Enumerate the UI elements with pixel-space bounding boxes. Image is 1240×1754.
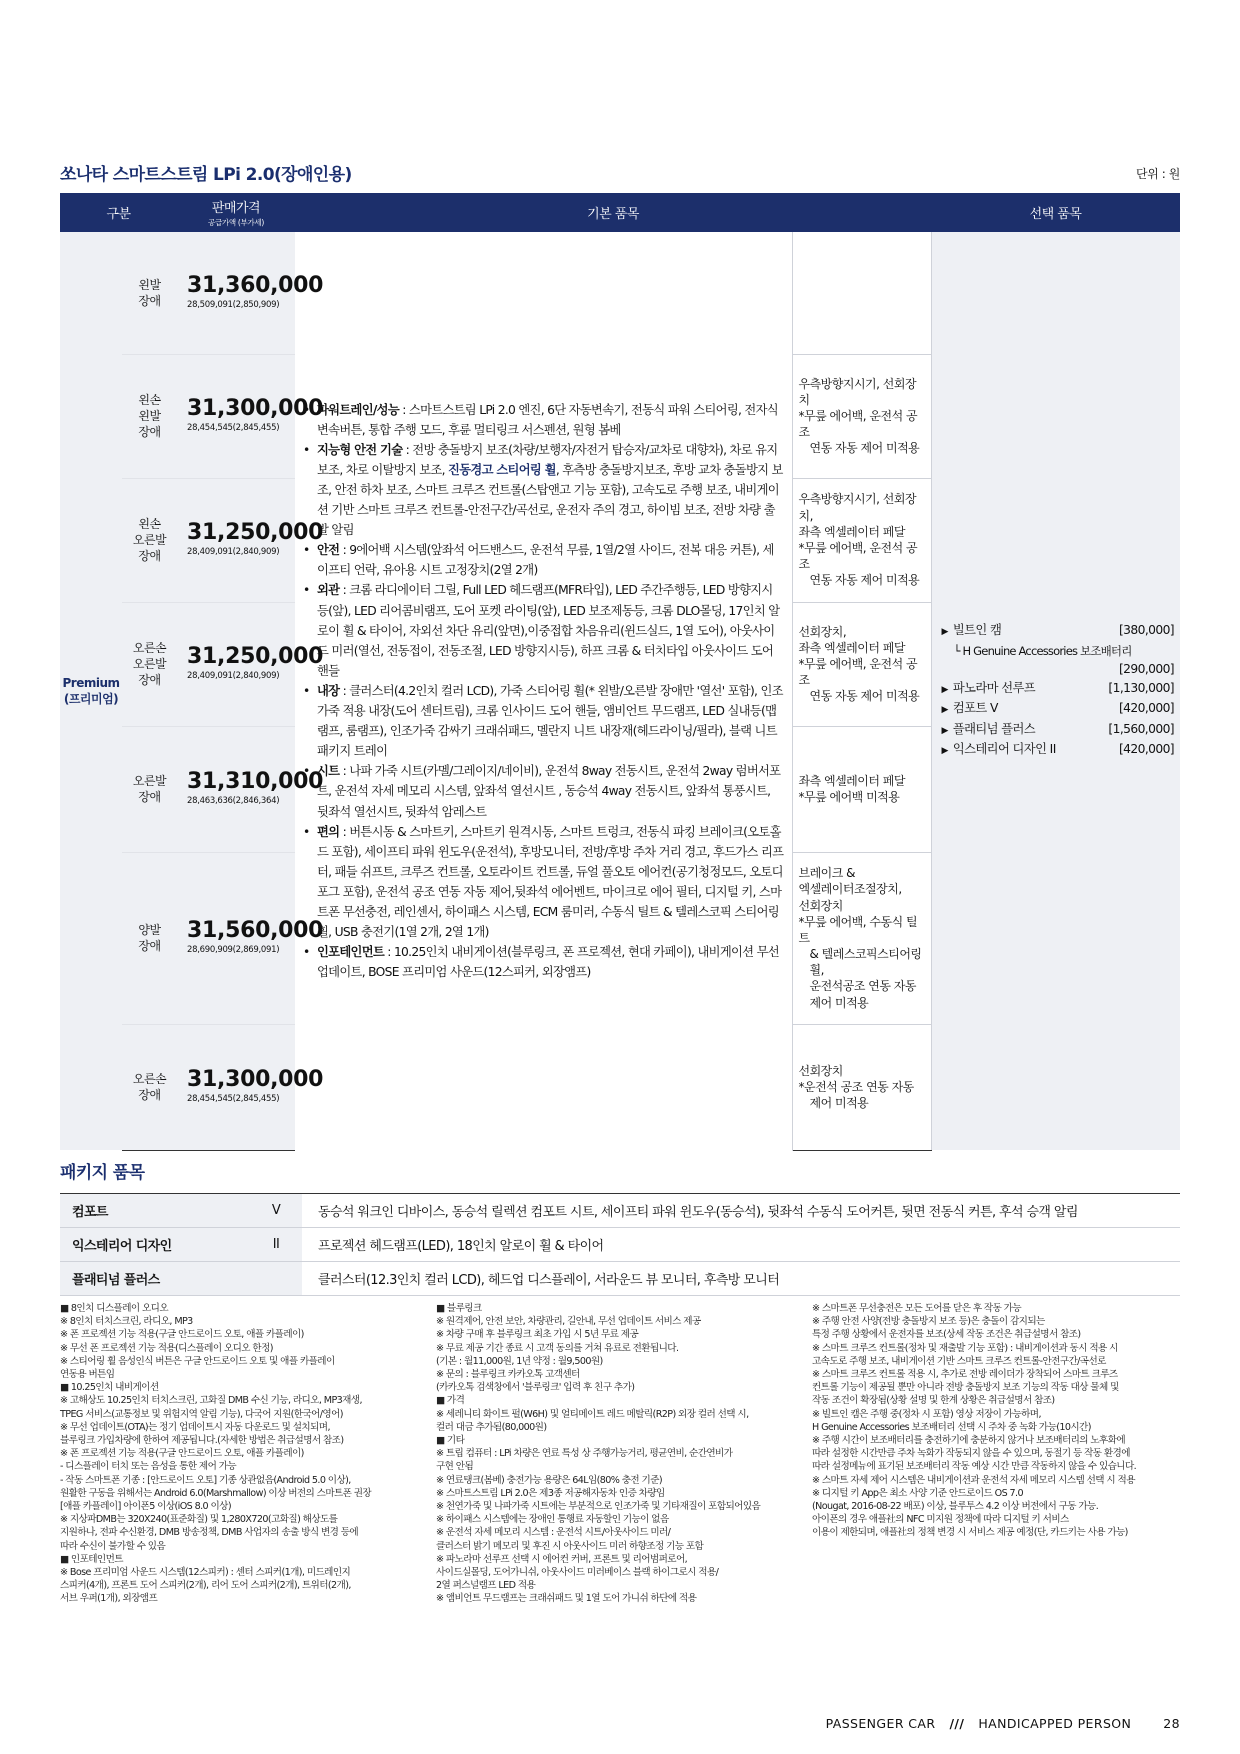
basic-item-label: 안전 [317,543,340,558]
selectable-subitem-price: [290,000] [1118,662,1174,677]
basic-item-text: : 9에어백 시스템(앞좌석 어드밴스드, 운전석 무릎, 1열/2열 사이드, 전복 대응 커튼), 세이프티 언락, 유아용 시트 고정장치(2열 2개) [317,543,774,578]
subtype-line: 장애 [138,425,161,440]
note-line: ※ 무선 폰 프로젝션 기능 적용(디스플레이 오디오 한정) [60,1342,273,1354]
basic-item-label: 외관 [317,583,340,598]
selectable-cell [931,232,1180,1150]
package-desc: 프로젝션 헤드램프(LED), 18인치 알로이 휠 & 타이어 [302,1228,1180,1262]
note-line: 고속도로 주행 보조, 내비게이션 기반 스마트 크루즈 컨트롤-안전구간/곡선로 [812,1355,1106,1367]
supply-value: 28,409,091(2,840,909) [187,547,280,558]
option-note-line: 선회장치 [798,1063,843,1078]
page-title: 쏘나타 스마트스트림 LPi 2.0(장애인용) [60,165,352,185]
note-line: 따라 수신이 불가할 수 있음 [60,1540,166,1552]
selectable-price: [380,000] [1118,623,1174,638]
table-row [60,232,1180,354]
basic-item-label: 파워트레인/성능 [317,402,400,417]
subtype-cell [122,602,177,726]
header-basic: 기본 품목 [295,193,931,232]
note-line: 사이드실몰딩, 도어가니쉬, 아웃사이드 미러베이스 블랙 하이그로시 적용/ [436,1567,719,1579]
note-line: ■ 블루링크 [436,1303,482,1314]
header-price-sub: 공급가액 (부가세) [208,218,264,227]
option-note-line: 연동 자동 제어 미적용 [809,573,920,588]
subtype-line: 왼발 [138,408,161,423]
option-note-cell [792,232,931,354]
triangle-right-icon: ▶ [941,725,948,736]
price-value: 31,560,000 [187,918,324,944]
triangle-right-icon: ▶ [941,627,948,638]
basic-item [303,440,784,540]
selectable-item [942,679,1181,700]
subtype-line: 장애 [138,549,161,564]
selectable-item [942,621,1181,642]
package-name: 플래티넘 플러스 [60,1262,250,1296]
subtype-line: 오른발 [132,532,167,547]
option-note-line: 제어 미적용 [809,995,869,1010]
note-line: 서브 우퍼(1개), 외장앰프 [60,1593,158,1605]
selectable-name: 빌트인 캠 [952,623,1002,638]
option-note-line: *운전석 공조 연동 자동 [798,1079,914,1094]
table-header-row [60,193,1180,232]
option-note-line: *무릎 에어백, 수동식 틸트 [798,914,918,945]
note-line: 따라 설정한 시간만큼 주차 녹화가 작동되지 않을 수 있으며, 동절기 등 작동 환경에 [812,1448,1130,1460]
basic-item [303,761,784,821]
basic-item-label: 편의 [317,824,340,839]
page-footer [826,1716,1180,1731]
selectable-subitem-name: └ H Genuine Accessories 보조배터리 [953,643,1132,658]
subtype-line: 왼손 [138,392,161,407]
note-line: 특정 주행 상황에서 운전자를 보조(상세 작동 조건은 취급설명서 참조) [812,1329,1081,1341]
price-cell [177,852,324,1024]
unit-label: 단위 : 원 [1135,167,1180,181]
option-note-cell [792,852,931,1024]
price-cell [177,1024,324,1150]
option-note-line: 제어 미적용 [809,1096,869,1111]
subtype-cell [122,354,177,478]
note-line: ※ 무료 제공 기간 종료 시 고객 동의를 거쳐 유료로 전환됩니다. [436,1342,679,1354]
selectable-subitem [942,642,1181,661]
subtype-line: 오른손 [132,1071,167,1086]
selectable-price: [420,000] [1118,701,1174,716]
note-line: 구현 안됨 [436,1461,474,1473]
package-version: II [250,1228,302,1262]
basic-item-label: 시트 [317,764,340,779]
note-line: ※ 폰 프로젝션 기능 적용(구글 안드로이드 오토, 애플 카플레이) [60,1329,304,1341]
note-line: ※ 폰 프로젝션 기능 적용(구글 안드로이드 오토, 애플 카플레이) [60,1448,304,1460]
basic-item [303,580,784,680]
option-note-line: 브레이크 & [798,866,856,881]
note-line: ※ 빌트인 캠은 주행 중(정차 시 포함) 영상 저장이 가능하며, [812,1408,1041,1420]
triangle-right-icon: ▶ [941,705,948,716]
option-note-line: *무릎 에어백, 운전석 공조 [798,656,918,688]
subtype-line: 장애 [138,939,161,953]
subtype-line: 오른손 [132,640,167,655]
subtype-line: 장애 [138,293,161,308]
note-line: ■ 8인치 디스플레이 오디오 [60,1303,168,1314]
package-name: 컴포트 [60,1194,250,1228]
note-line: 블루링크 가입차량에 한하여 제공됩니다.(자세한 방법은 취급설명서 참조) [60,1435,344,1447]
note-line: - 디스플레이 터치 또는 음성을 통한 제어 가능 [60,1461,237,1473]
basic-item-label: 내장 [317,683,340,698]
option-note-line: & 텔레스코픽스티어링 휠, [809,947,922,978]
note-line: ※ 스마트폰 무선충전은 모든 도어를 닫은 후 작동 가능 [812,1303,1022,1314]
note-line: ■ 기타 [436,1435,465,1447]
subtype-line: 장애 [138,673,161,688]
basic-item-text: : 버튼시동 & 스마트키, 스마트키 원격시동, 스마트 트렁크, 전동식 파킹 브레이크(오토홀드 포함), 세이프티 파워 윈도우(운전석), 후방모니터, 전방/후방 주차 거리 경고, 후드가스 리프터, 패들 쉬프트, 크루즈 컨트롤, 오토라이트 컨트롤, 듀얼 풀오토 에어컨(공기청정모드, 오토디포그 포함), 운전석 공조 연동 자동 제어,뒷좌석 에어벤트, 마이크로 에어 필터, 디지털 키, 스마트폰 무선충전, 레인센서, 하이패스 시스템, ECM 룸미러, 수동식 틸트 & 텔레스코픽 스티어링 휠, USB 충전기(1열 2개, 2열 1개) [317,824,784,940]
basic-item-highlight: 진동경고 스티어링 휠 [448,462,556,477]
option-note-line: *무릎 에어백 미적용 [798,790,900,804]
note-line: ※ 주행 시간이 보조배터리를 충전하기에 충분하지 않거나 보조배터리의 노후화에 [812,1435,1126,1447]
grade-cell [60,232,122,1150]
package-name: 익스테리어 디자인 [60,1228,250,1262]
option-note-line: 좌측 엑셀레이터 페달 [798,640,905,655]
note-line: 작동 조건이 확장됨(상황 설명 및 한계 상황은 취급설명서 참조) [812,1395,1055,1407]
subtype-line: 장애 [138,790,161,804]
note-line: ※ 차량 구매 후 블루링크 최초 가입 시 5년 무료 제공 [436,1329,639,1341]
package-row [60,1194,1180,1228]
footer-right: HANDICAPPED PERSON [978,1716,1132,1731]
subtype-cell [122,232,177,354]
option-note-line: 우측방향지시기, 선회장치, [798,492,917,523]
price-cell [177,478,324,602]
basic-item [303,540,784,580]
note-line: ※ 무선 업데이트(OTA)는 정기 업데이트시 자동 다운로드 및 설치되며, [60,1421,330,1433]
note-line: ※ 스마트스트림 LPi 2.0은 제3종 저공해자동차 인증 차량임 [436,1487,665,1499]
note-line: 2열 퍼스널램프 LED 적용 [436,1580,536,1592]
triangle-right-icon: ▶ [941,684,948,695]
basic-item-text: : 10.25인치 내비게이션(블루링크, 폰 프로젝션, 현대 카페이), 내비게이션 무선 업데이트, BOSE 프리미엄 사운드(12스피커, 외장앰프) [317,945,779,980]
subtype-cell [122,1024,177,1150]
note-line: ※ 스마트 자세 제어 시스템은 내비게이션과 운전석 자세 메모리 시스템 선택 시 적용 [812,1474,1135,1486]
notes-column-3 [812,1302,1192,1540]
note-line: ※ 지상파DMB는 320X240(표준화질) 및 1,280X720(고화질) 해상도를 [60,1514,338,1526]
selectable-price: [1,130,000] [1108,680,1174,695]
note-line: ※ 파노라마 선루프 선택 시 에어컨 커버, 프론트 및 리어범퍼로어, [436,1553,688,1565]
note-line: ※ 천연가죽 및 나파가죽 시트에는 부분적으로 인조가죽 및 기타재질이 포함되어있음 [436,1501,761,1513]
price-value: 31,300,000 [187,1067,324,1093]
note-line: ※ 문의 : 블루링크 카카오톡 고객센터 [436,1369,580,1381]
selectable-item [942,699,1181,720]
subtype-cell [122,478,177,602]
note-line: ■ 인포테인먼트 [60,1553,123,1565]
note-line: 스피커(4개), 프론트 도어 스피커(2개), 리어 도어 스피커(2개), 트위터(2개), [60,1580,351,1592]
note-line: (기본 : 월11,000원, 1년 약정 : 월9,500원) [436,1355,603,1367]
grade-name-kr: (프리미엄) [63,692,119,706]
option-note-line: 좌측 엑셀레이터 페달 [798,524,905,539]
price-cell [177,232,324,354]
note-line: 따라 설정메뉴에 표기된 보조배터리 작동 예상 시간 만큼 작동하지 않을 수 있습니다. [812,1461,1137,1473]
note-line: ※ 원격제어, 안전 보안, 차량관리, 길안내, 무선 업데이트 서비스 제공 [436,1316,701,1328]
note-line: 연동용 버튼임 [60,1369,115,1381]
basic-item-text: : 나파 가죽 시트(카멜/그레이지/네이비), 운전석 8way 전동시트, 운전석 2way 럼버서포트, 운전석 자세 메모리 시스템, 앞좌석 열선시트 , 동승석 4way 전동시트, 앞좌석 통풍시트, 뒷좌석 열선시트, 뒷좌석 암레스트 [317,764,781,819]
note-line: [애플 카플레이] 아이폰5 이상(iOS 8.0 이상) [60,1501,231,1513]
subtype-line: 장애 [138,1088,161,1102]
triangle-right-icon: ▶ [941,746,948,757]
basic-items-cell [295,232,792,1150]
selectable-name: 플래티넘 플러스 [952,721,1036,736]
package-desc: 클러스터(12.3인치 컬러 LCD), 헤드업 디스플레이, 서라운드 뷰 모니터, 후측방 모니터 [302,1262,1180,1296]
note-line: TPEG 서비스(교통정보 및 위험지역 알림 기능), 다국어 지원(한국어/영어) [60,1408,343,1420]
option-note-line: *무릎 에어백, 운전석 공조 [798,408,918,440]
note-line: ※ 8인치 터치스크린, 라디오, MP3 [60,1316,193,1328]
note-line: ※ 디지털 키 App은 최소 사양 기준 안드로이드 OS 7.0 [812,1487,1024,1499]
package-version [250,1262,302,1296]
selectable-item [942,720,1181,741]
selectable-price: [1,560,000] [1108,721,1174,736]
basic-item-text: : 크롬 라디에이터 그릴, Full LED 헤드램프(MFR타입), LED 주간주행등, LED 방향지시등(앞), LED 리어콤비램프, 도어 포켓 라이팅(앞), LED 보조제동등, 크롬 DLO몰딩, 17인치 알로이 휠 & 타이어, 자외선 차단 유리(앞면),이중접합 차음유리(윈드실드, 1열 도어), 아웃사이드 미러(열선, 전동접이, 전동조절, LED 방향지시등), 하프 크롬 & 터치타입 아웃사이드 도어 핸들 [317,583,780,678]
selectable-name: 익스테리어 디자인 II [952,742,1056,757]
note-line: 지원하나, 전파 수신환경, DMB 방송정책, DMB 사업자의 송출 방식 변경 등에 [60,1527,359,1539]
option-note-line: *무릎 에어백, 운전석 공조 [798,541,918,572]
notes-column-1 [60,1302,440,1606]
option-note-cell [792,354,931,478]
note-line: 클러스터 밝기 메모리 및 후진 시 아웃사이드 미러 하향조정 기능 포함 [436,1540,704,1552]
option-note-cell [792,602,931,726]
price-table [60,193,1180,1151]
basic-item [303,681,784,761]
supply-value: 28,690,909(2,869,091) [187,945,280,956]
package-table [60,1193,1180,1296]
header-price [177,193,295,232]
note-line: - 작동 스마트폰 기종 : [안드로이드 오토] 기종 상관없음(Android 5.0 이상), [60,1474,351,1486]
note-line: 이용이 제한되며, 애플社의 정책 변경 시 서비스 제공 예정(단, 카드키는 사용 가능) [812,1527,1128,1539]
basic-items-list [303,400,784,983]
option-note-line: 선회장치 [798,898,843,913]
option-note-cell [792,726,931,852]
option-note-cell [792,1024,931,1150]
option-note-line: 운전석공조 연동 자동 [809,979,916,994]
subtype-line: 오른발 [132,656,167,671]
grade-name: Premium [62,675,120,690]
package-section-title: 패키지 품목 [60,1163,145,1183]
basic-item-text: : 스마트스트림 LPi 2.0 엔진, 6단 자동변속기, 전동식 파워 스티어링, 전자식 변속버튼, 통합 주행 모드, 후륜 멀티링크 서스펜션, 원형 봄베 [317,402,778,437]
header-option: 선택 품목 [931,193,1180,232]
note-line: ■ 10.25인치 내비게이션 [60,1382,159,1394]
selectable-name: 컴포트 V [952,701,998,716]
note-line: ※ 스마트 크루즈 컨트롤 적용 시, 추가로 전방 레이더가 장착되어 스마트 크루즈 [812,1369,1118,1381]
price-value: 31,310,000 [187,769,324,795]
basic-item [303,822,784,943]
header-division: 구분 [60,193,177,232]
note-line: ※ 세레니티 화이트 펄(W6H) 및 얼티메이트 레드 메탈릭(R2P) 외장 컬러 선택 시, [436,1408,749,1420]
package-desc: 동승석 워크인 디바이스, 동승석 릴렉션 컴포트 시트, 세이프티 파워 윈도우(동승석), 뒷좌석 수동식 도어커튼, 뒷면 전동식 커튼, 후석 승객 알림 [302,1194,1180,1228]
subtype-line: 양발 [138,922,161,937]
supply-value: 28,454,545(2,845,455) [187,1094,280,1105]
price-value: 31,360,000 [187,272,324,298]
footer-left: PASSENGER CAR [825,1716,936,1731]
note-line: ※ 스마트 크루즈 컨트롤(정차 및 재출발 기능 포함) : 내비게이션과 동시 적용 시 [812,1342,1118,1354]
subtype-cell [122,726,177,852]
selectable-item [942,740,1181,761]
page-number: 28 [1163,1716,1180,1731]
package-row [60,1262,1180,1296]
basic-item-text: : 전방 충돌방지 보조(차량/보행자/자전거 탑승자/교차로 대향차), 차로 유지 보조, 차로 이탈방지 보조, [317,442,778,477]
supply-value: 28,509,091(2,850,909) [187,300,280,311]
note-line: (카카오톡 검색창에서 '블루링크' 입력 후 친구 추가) [436,1382,635,1394]
subtype-line: 왼발 [138,277,161,292]
option-note-line: 연동 자동 제어 미적용 [809,689,920,704]
basic-item [303,400,784,440]
basic-item [303,942,784,982]
package-row [60,1228,1180,1262]
note-line: ※ Bose 프리미엄 사운드 시스템(12스피커) : 센터 스피커(1개), 미드레인지 [60,1567,351,1579]
basic-item-label: 인포테인먼트 [317,945,385,960]
basic-item-label: 지능형 안전 기술 [317,442,403,457]
subtype-line: 왼손 [138,516,161,531]
subtype-cell [122,852,177,1024]
note-line: 컨트롤 기능이 제공될 뿐만 아니라 전방 충돌방지 보조 기능의 작동 대상 물체 및 [812,1382,1119,1394]
note-line: ※ 연료탱크(봄베) 충전가능 용량은 64L임(80% 충전 기준) [436,1474,662,1486]
supply-value: 28,409,091(2,840,909) [187,671,280,682]
basic-item-text: : 클러스터(4.2인치 컬러 LCD), 가죽 스티어링 휠(* 왼발/오른발 장애만 '열선' 포함), 인조가죽 적용 내장(도어 센터트림), 크롬 인사이드 도어 핸들, 앰비언트 무드램프, LED 실내등(맵램프, 룸램프), 인조가죽 감싸기 크래쉬패드, 멜란지 니트 내장재(헤드라이닝/필라), 블랙 니트 패키지 트레이 [317,683,783,759]
option-note-line: 좌측 엑셀레이터 페달 [798,773,905,788]
supply-value: 28,463,636(2,846,364) [187,796,280,807]
price-cell [177,726,324,852]
note-line: ※ 주행 안전 사양(전방 충돌방지 보조 등)은 충돌이 감지되는 [812,1316,1045,1328]
price-value: 31,250,000 [187,520,324,546]
selectable-name: 파노라마 선루프 [952,680,1036,695]
footer-separator: /// [949,1716,965,1731]
note-line: ※ 하이패스 시스템에는 장애인 통행료 자동할인 기능이 없음 [436,1514,669,1526]
price-value: 31,250,000 [187,644,324,670]
notes-column-2 [436,1302,814,1606]
option-note-cell [792,478,931,602]
note-line: ■ 가격 [436,1395,465,1407]
note-line: 원활한 구동을 위해서는 Android 6.0(Marshmallow) 이상 버전의 스마트폰 권장 [60,1487,372,1499]
note-line: ※ 앰비언트 무드램프는 크래쉬패드 및 1열 도어 가니쉬 하단에 적용 [436,1593,697,1605]
supply-value: 28,454,545(2,845,455) [187,423,280,434]
price-cell [177,602,324,726]
selectable-price: [420,000] [1118,742,1174,757]
basic-item-text: , 후측방 충돌방지보조, 후방 교차 충돌방지 보조, 안전 하차 보조, 스마트 크루즈 컨트롤(스탑앤고 기능 포함), 고속도로 주행 보조, 내비게이션 기반 스마트 크루즈 컨트롤-안전구간/곡선로, 운전자 주의 경고, 하이빔 보조, 전방 차량 출발 알림 [317,462,783,538]
selectable-subitem-price-row [942,660,1181,679]
note-line: ※ 고해상도 10.25인치 터치스크린, 고화질 DMB 수신 기능, 라디오, MP3재생, [60,1395,362,1407]
note-line: ※ 트립 컴퓨터 : LPi 차량은 연료 특성 상 주행가능거리, 평균연비, 순간연비가 [436,1448,733,1460]
option-note-line: 엑셀레이터조절장치, [798,882,902,897]
price-cell [177,354,324,478]
note-line: (Nougat, 2016-08-22 배포) 이상, 블루투스 4.2 이상 버전에서 구동 가능. [812,1501,1099,1513]
option-note-line: 연동 자동 제어 미적용 [809,441,920,456]
package-version: V [250,1194,302,1228]
header-price-label: 판매가격 [211,201,261,216]
price-value: 31,300,000 [187,396,324,422]
note-line: ※ 스티어링 휠 음성인식 버튼은 구글 안드로이드 오토 및 애플 카플레이 [60,1355,335,1367]
option-note-line: 우측방향지시기, 선회장치 [798,376,917,407]
note-line: 컬러 대금 추가됨(80,000원) [436,1421,547,1433]
note-line: H Genuine Accessories 보조배터리 선택 시 주차 중 녹화 가능(10시간) [812,1421,1091,1433]
subtype-line: 오른발 [132,773,167,788]
note-line: 아이폰의 경우 애플社의 NFC 미지원 정책에 따라 디지털 키 서비스 [812,1514,1069,1526]
option-note-line: 선회장치, [798,624,847,639]
note-line: ※ 운전석 자세 메모리 시스템 : 운전석 시트/아웃사이드 미러/ [436,1527,671,1539]
